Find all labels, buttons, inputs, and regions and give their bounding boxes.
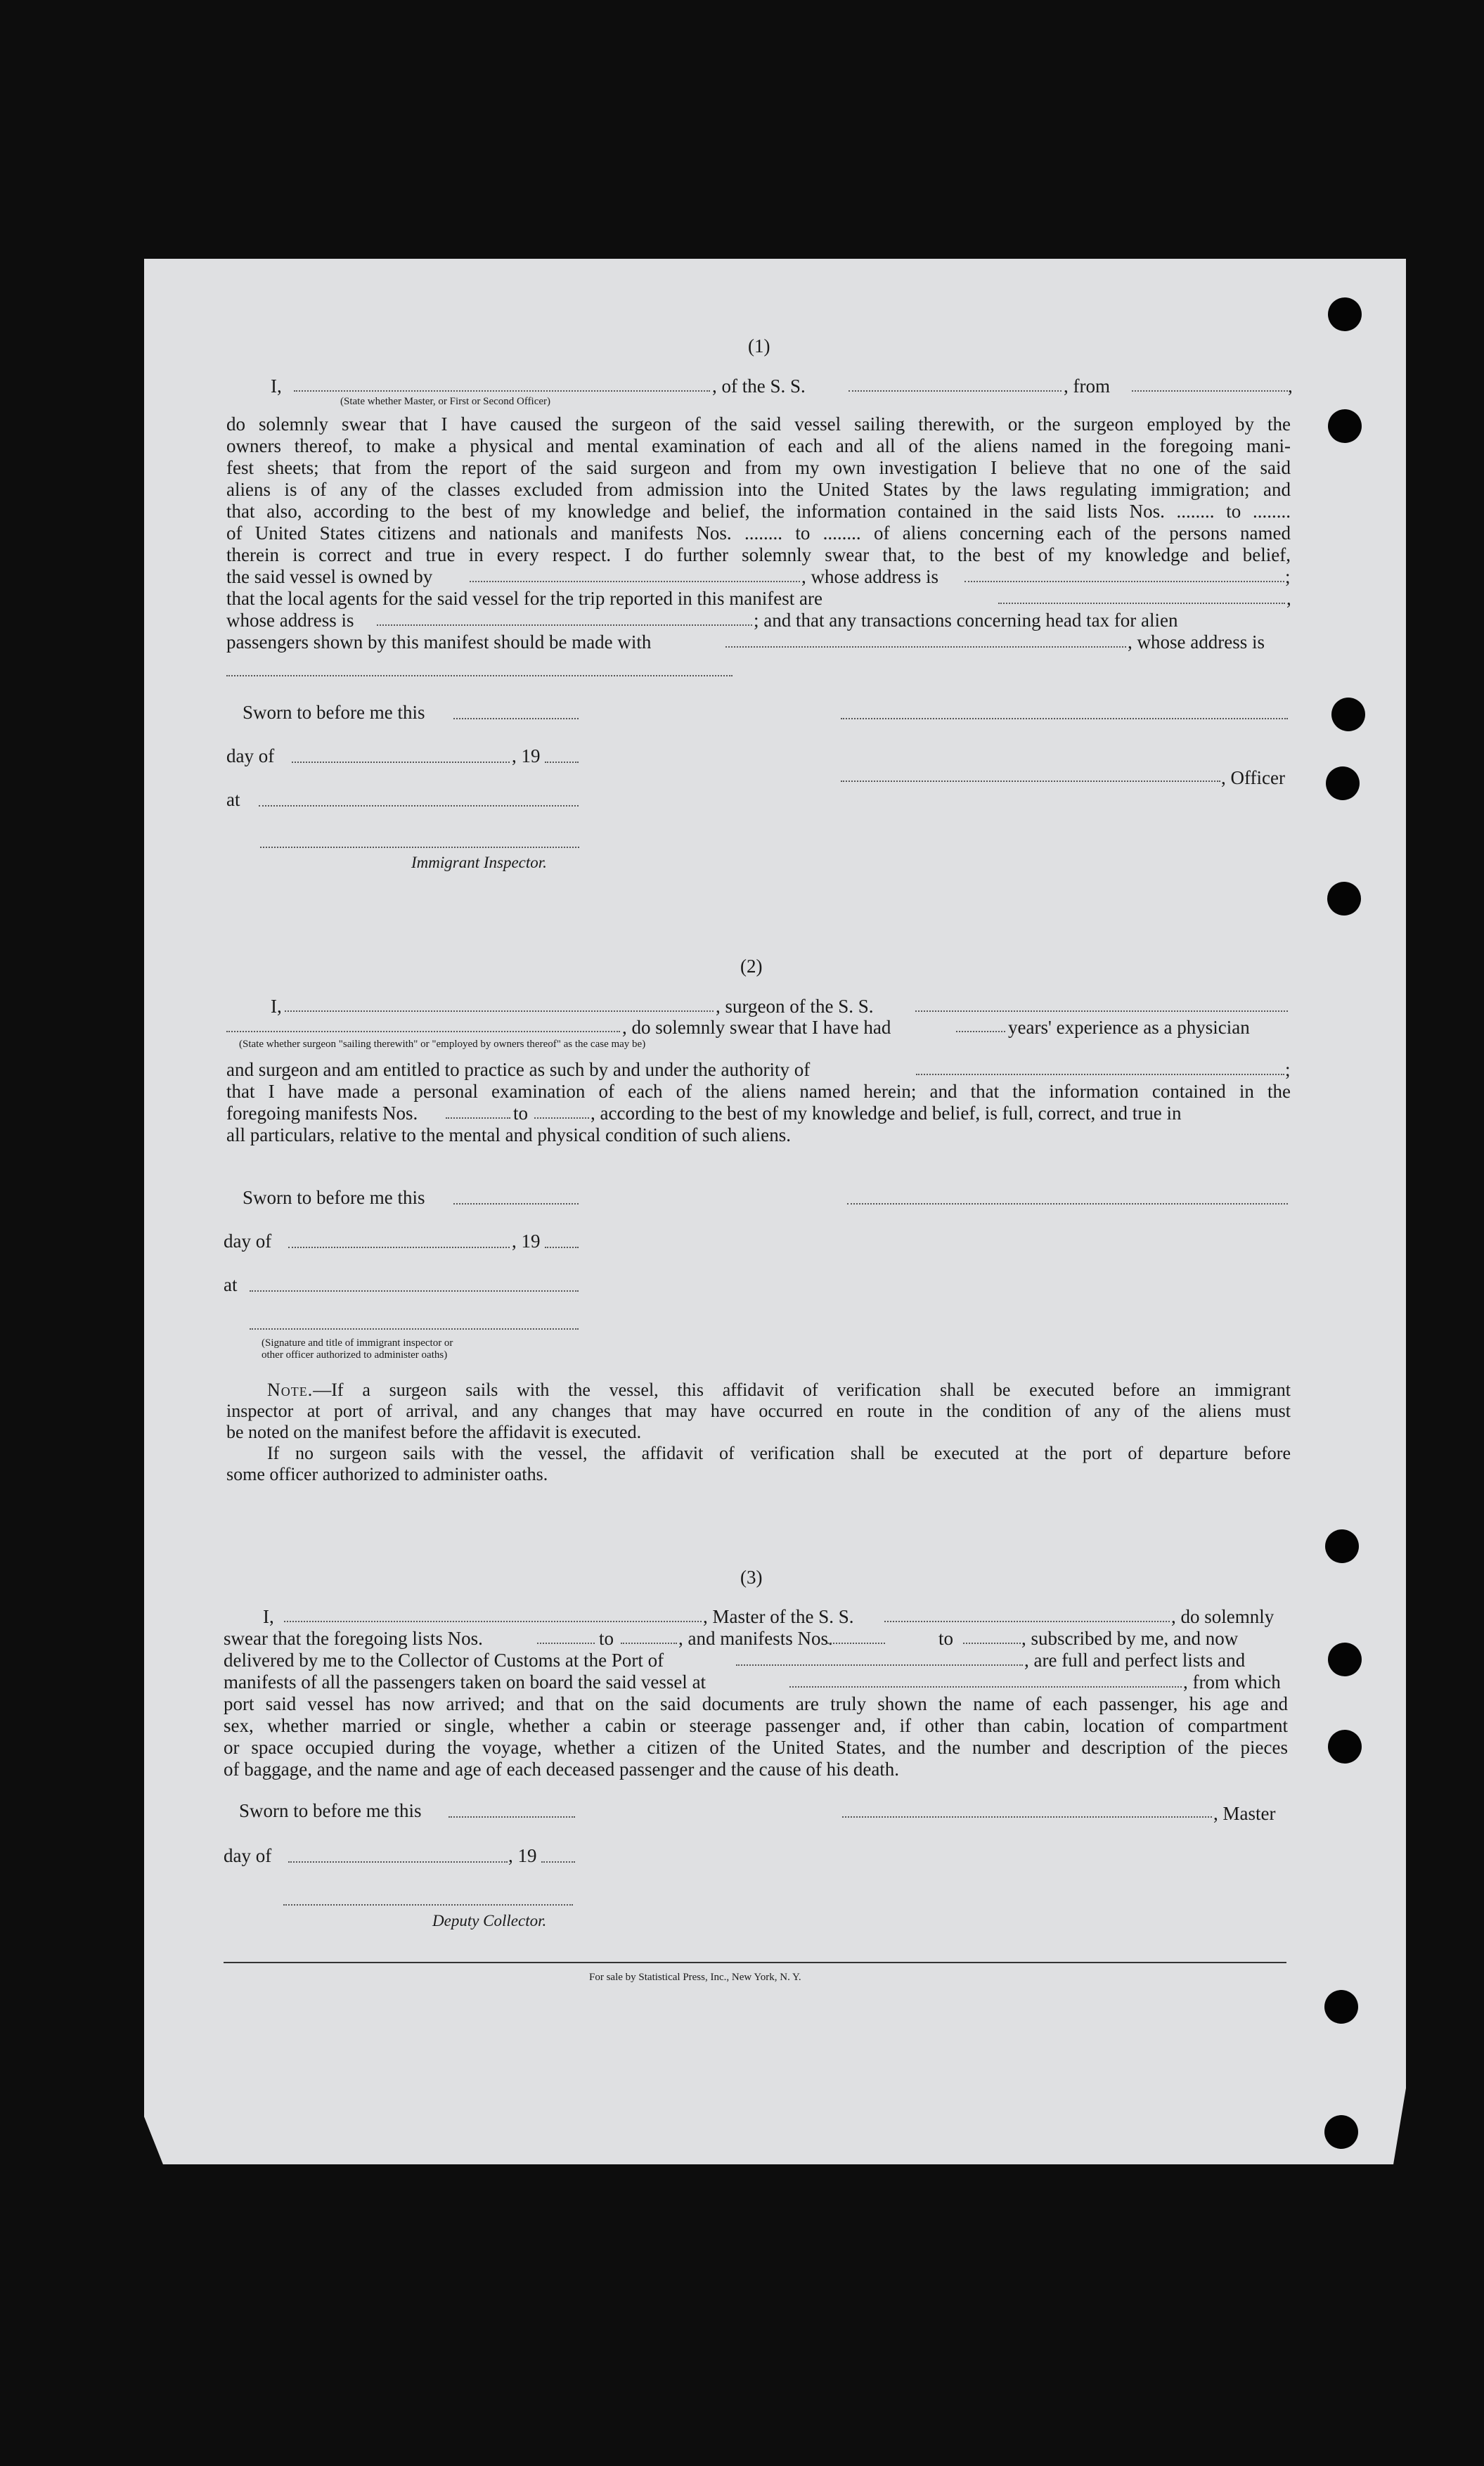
owner-address-label: , whose address is <box>801 566 938 587</box>
note-line: If no surgeon sails with the vessel, the affidavit of verification shall be executed at the port of departure before <box>267 1443 1291 1463</box>
officer-hint: (State whether Master, or First or Second Officer) <box>340 396 551 407</box>
owned-by-label: the said vessel is owned by <box>226 566 433 587</box>
sec3-sworn-field[interactable] <box>449 1816 575 1818</box>
sec3-body <box>224 1693 1288 1780</box>
sec2-year-field[interactable] <box>545 1247 579 1248</box>
from-which-label: , from which <box>1183 1671 1281 1693</box>
note-text: —If a surgeon sails with the vessel, this affidavit of verification shall be executed before an immigrant <box>313 1380 1291 1400</box>
sec3-day-label: day of <box>224 1845 272 1866</box>
sec1-line: fest sheets; that from the report of the said surgeon and from my own investigation I believe that no one of the said <box>226 457 1291 478</box>
immigrant-inspector-label: Immigrant Inspector. <box>411 854 547 871</box>
from-port-field[interactable] <box>1132 390 1288 392</box>
punch-hole <box>1326 766 1360 800</box>
owner-field[interactable] <box>470 581 800 582</box>
agents-address-label: whose address is <box>226 610 354 631</box>
sec1-line: of United States citizens and nationals and manifests Nos. ........ to ........ of aliens concerning each of the persons named <box>226 522 1291 544</box>
authority-label: and surgeon and am entitled to practice as such by and under the authority of <box>226 1059 811 1080</box>
sec2-sworn-label: Sworn to before me this <box>243 1187 425 1208</box>
deputy-collector-label: Deputy Collector. <box>432 1912 547 1929</box>
note-line: some officer authorized to administer oaths. <box>226 1464 548 1484</box>
agents-label: that the local agents for the said vessel for the trip reported in this manifest are <box>226 588 822 609</box>
note-block <box>226 1380 1291 1485</box>
sec1-officer-signature[interactable] <box>841 781 1220 782</box>
punch-hole <box>1325 1529 1359 1563</box>
officer-name-field[interactable] <box>294 390 710 392</box>
sec1-comma: , <box>1288 375 1293 397</box>
sec1-from: , from <box>1064 375 1110 397</box>
surgeon-name-field[interactable] <box>285 1010 714 1012</box>
sig-hint-1: (Signature and title of immigrant inspector or <box>262 1337 453 1349</box>
sec2-at-field[interactable] <box>250 1290 579 1292</box>
sec3-line: of baggage, and the name and age of each deceased passenger and the cause of his death. <box>224 1759 900 1780</box>
full-perfect-label: , are full and perfect lists and <box>1024 1650 1246 1671</box>
sec1-year-field[interactable] <box>545 762 579 763</box>
sec1-i: I, <box>271 375 282 397</box>
owner-address-field[interactable] <box>964 581 1284 582</box>
according-label: , according to the best of my knowledge and belief, is full, correct, and true in <box>591 1103 1182 1124</box>
sec2-inspector-signature[interactable] <box>250 1328 579 1330</box>
sec3-to-1: to <box>599 1628 614 1649</box>
sec1-sworn-label: Sworn to before me this <box>243 702 425 723</box>
sec2-line: that I have made a personal examination of each of the aliens named herein; and that the information contained in the <box>226 1081 1291 1102</box>
sec2-day-field[interactable] <box>288 1247 510 1248</box>
punch-hole <box>1328 297 1362 331</box>
sec1-line: aliens is of any of the classes excluded from admission into the United States by the laws regulating immigration; and <box>226 479 1291 500</box>
sec3-ship-field[interactable] <box>884 1621 1170 1622</box>
sec2-to-label: to <box>513 1103 529 1124</box>
head-tax-agent-field[interactable] <box>725 646 1126 648</box>
sec2-sworn-field[interactable] <box>453 1203 579 1205</box>
sig-hint-2: other officer authorized to administer oaths) <box>262 1349 448 1361</box>
master-of-ss-label: , Master of the S. S. <box>703 1606 854 1627</box>
lists-from-field[interactable] <box>537 1643 595 1644</box>
footer-rule <box>224 1962 1286 1963</box>
inspector-signature[interactable] <box>260 847 579 848</box>
agents-address-field[interactable] <box>377 624 752 626</box>
do-solemnly-label: , do solemnly swear that I have had <box>622 1017 891 1038</box>
punch-hole <box>1324 2115 1358 2149</box>
sec2-line5: all particulars, relative to the mental and physical condition of such aliens. <box>226 1124 791 1145</box>
lists-to-field[interactable] <box>621 1643 677 1644</box>
manifests-to-3-field[interactable] <box>963 1643 1021 1644</box>
manifests-from-field[interactable] <box>446 1117 510 1119</box>
sec2-at-label: at <box>224 1274 238 1295</box>
sec3-year-label: , 19 <box>508 1845 537 1866</box>
surgeon-of-ss-label: , surgeon of the S. S. <box>716 996 874 1017</box>
note-label: Note. <box>267 1380 314 1400</box>
sec2-i: I, <box>271 996 282 1017</box>
sec1-of-ss: , of the S. S. <box>712 375 806 397</box>
note-line <box>226 1380 1291 1401</box>
master-name-field[interactable] <box>284 1621 702 1622</box>
sec3-year-field[interactable] <box>541 1861 575 1863</box>
lists-nos-label: swear that the foregoing lists Nos. <box>224 1628 483 1649</box>
sec3-line: or space occupied during the voyage, whether a citizen of the United States, and the number and description of the pieces <box>224 1737 1288 1758</box>
collector-port-label: delivered by me to the Collector of Customs at the Port of <box>224 1650 664 1671</box>
passengers-label: passengers shown by this manifest should be made with <box>226 631 652 653</box>
sec1-deponent-signature[interactable] <box>841 718 1288 719</box>
years-experience-field[interactable] <box>956 1031 1005 1032</box>
section-1-number: (1) <box>748 335 770 357</box>
do-solemnly-3-label: , do solemnly <box>1171 1606 1275 1627</box>
sec3-line: port said vessel has now arrived; and that on the said documents are truly shown the name of each passenger, his age and <box>224 1693 1288 1714</box>
sec3-line: sex, whether married or single, whether a cabin or steerage passenger and, if other than cabin, location of compartment <box>224 1715 1288 1736</box>
master-label: , Master <box>1213 1803 1276 1824</box>
ship-name-field[interactable] <box>849 390 1062 392</box>
sec3-sworn-label: Sworn to before me this <box>239 1800 422 1821</box>
head-tax-label: ; and that any transactions concerning head tax for alien <box>754 610 1178 631</box>
taken-on-board-label: manifests of all the passengers taken on board the said vessel at <box>224 1671 706 1693</box>
sec1-at-label: at <box>226 789 240 810</box>
agents-field[interactable] <box>998 603 1285 604</box>
printer-imprint: For sale by Statistical Press, Inc., New York, N. Y. <box>589 1972 801 1983</box>
note-line: inspector at port of arrival, and any changes that may have occurred en route in the condition of any of the aliens must <box>226 1401 1291 1421</box>
years-label: years' experience as a physician <box>1008 1017 1250 1038</box>
sec1-year-label: , 19 <box>512 745 541 766</box>
manifests-from-3-field[interactable] <box>827 1643 885 1644</box>
punch-hole <box>1331 698 1365 731</box>
head-tax-address-field[interactable] <box>226 675 733 676</box>
officer-label: , Officer <box>1221 767 1285 788</box>
sec1-at-field[interactable] <box>259 805 579 807</box>
sec1-line: owners thereof, to make a physical and mental examination of each and all of the aliens named in the foregoing mani- <box>226 435 1291 456</box>
punch-hole <box>1327 882 1361 916</box>
note-line: be noted on the manifest before the affidavit is executed. <box>226 1422 642 1442</box>
sec1-day-label: day of <box>226 745 275 766</box>
sec1-line: therein is correct and true in every respect. I do further solemnly swear that, to the best of my knowledge and belief, <box>226 544 1291 565</box>
surgeon-status-field[interactable] <box>226 1031 620 1032</box>
sec1-sworn-field[interactable] <box>453 718 579 719</box>
surgeon-signature[interactable] <box>847 1203 1288 1205</box>
authority-field[interactable] <box>916 1074 1284 1075</box>
punch-hole <box>1328 409 1362 443</box>
head-tax-address-label: , whose address is <box>1128 631 1265 653</box>
surgeon-hint: (State whether surgeon "sailing therewith" or "employed by owners thereof" as the case may be) <box>239 1039 646 1050</box>
punch-hole <box>1328 1730 1362 1764</box>
subscribed-label: , subscribed by me, and now <box>1021 1628 1239 1649</box>
agents-comma: , <box>1286 588 1291 609</box>
sec2-line3 <box>226 1081 1291 1103</box>
section-3-number: (3) <box>740 1567 763 1588</box>
sec3-i: I, <box>263 1606 274 1627</box>
collector-signature[interactable] <box>283 1904 573 1906</box>
sec3-to-2: to <box>938 1628 954 1649</box>
sec1-body <box>226 413 1291 566</box>
collector-port-field[interactable] <box>736 1664 1023 1666</box>
punch-hole <box>1328 1643 1362 1676</box>
sec2-ship-field[interactable] <box>915 1010 1288 1012</box>
sec2-semicolon: ; <box>1285 1059 1291 1080</box>
embark-port-field[interactable] <box>789 1686 1182 1688</box>
master-signature[interactable] <box>842 1816 1212 1818</box>
manifests-nos-3-label: , and manifests Nos. <box>678 1628 833 1649</box>
sec2-year-label: , 19 <box>512 1231 541 1252</box>
sec1-semicolon: ; <box>1285 566 1291 587</box>
sec3-day-field[interactable] <box>288 1861 508 1863</box>
sec1-line: do solemnly swear that I have caused the surgeon of the said vessel sailing therewith, or the surgeon employed by the <box>226 413 1291 435</box>
manifests-nos-label: foregoing manifests Nos. <box>226 1103 418 1124</box>
section-2-number: (2) <box>740 956 763 977</box>
sec1-line: that also, according to the best of my knowledge and belief, the information contained in the said lists Nos. ........ to ........ <box>226 501 1291 522</box>
manifests-to-field[interactable] <box>534 1117 589 1119</box>
sec1-day-field[interactable] <box>292 762 510 763</box>
sec2-day-label: day of <box>224 1231 272 1252</box>
punch-hole <box>1324 1990 1358 2024</box>
